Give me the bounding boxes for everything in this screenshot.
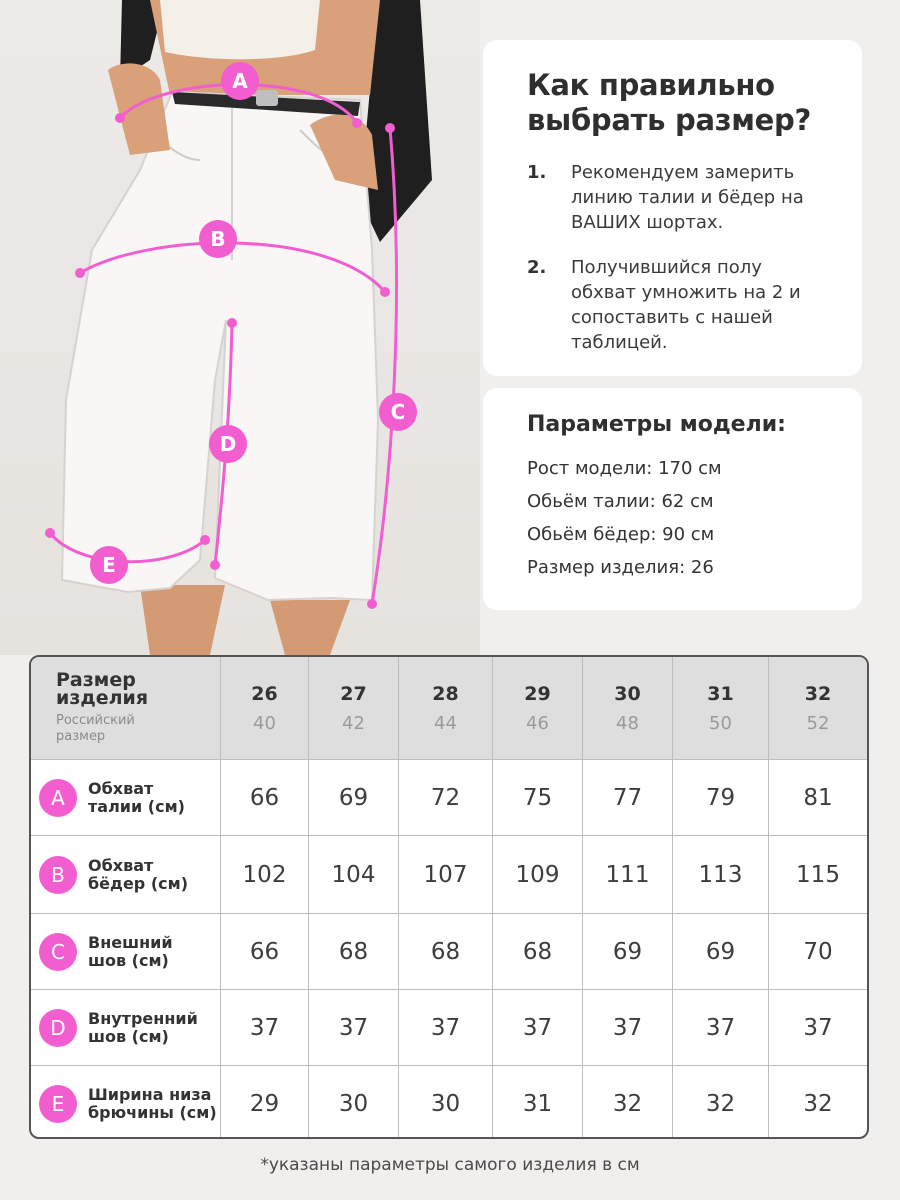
size-value: 27 [340,682,367,705]
marker-b-icon: B [199,220,237,258]
row-label [31,990,221,1065]
table-cell: 66 [221,914,309,989]
step-text: Получившийся полу обхват умножить на 2 и сопоставить с нашей таблицей. [571,257,801,353]
header-title-line2: изделия [56,687,149,709]
model-size: Размер изделия: 26 [527,557,714,578]
table-header-label [31,657,221,759]
table-cell: 31 [493,1066,583,1139]
table-cell: 81 [803,784,833,811]
marker-b-icon: B [39,856,77,894]
russian-size-value: 50 [709,712,732,734]
table-cell: 75 [493,760,583,835]
marker-e-icon: E [39,1085,77,1123]
russian-size-value: 40 [253,712,276,734]
size-table [29,655,869,1139]
how-to-title [527,68,822,138]
steps-list [527,160,822,355]
marker-a-icon: A [221,62,259,100]
step-text: Рекомендуем замерить линию талии и бёдер на ВАШИХ шортах. [571,162,804,233]
table-cell: 37 [673,990,769,1065]
row-label-text [88,1010,198,1046]
row-label [31,836,221,913]
size-column-header [309,657,399,759]
row-label-line2: брючины (см) [88,1102,217,1122]
russian-size-value: 46 [526,712,549,734]
table-header-row [31,657,867,760]
header-title [56,671,148,707]
marker-a-icon: A [39,779,77,817]
table-cell: 32 [673,1066,769,1139]
row-label-line2: шов (см) [88,950,169,970]
table-cell: 32 [583,1066,673,1139]
table-cell: 69 [673,914,769,989]
row-label-line2: бёдер (см) [88,873,189,893]
row-label-line1: Внешний [88,932,173,952]
how-to-title-line2: выбрать размер? [527,103,812,137]
table-cell: 29 [221,1066,309,1139]
size-value: 28 [432,682,459,705]
table-cell: 37 [583,990,673,1065]
russian-size-value: 44 [434,712,457,734]
header-sub-line1: Российский [56,713,135,728]
table-row [31,1066,867,1139]
how-to-title-line1: Как правильно [527,68,775,102]
how-to-choose-card [483,40,862,376]
table-cell: 111 [583,836,673,913]
size-column-header [221,657,309,759]
row-label-line1: Обхват [88,855,154,875]
marker-d-icon: D [39,1009,77,1047]
model-waist: Обьём талии: 62 см [527,491,714,512]
row-label-line1: Внутренний [88,1008,198,1028]
table-row [31,836,867,914]
row-label-text [88,934,173,970]
row-label-line1: Ширина низа [88,1084,212,1104]
size-value: 30 [614,682,641,705]
header-subtitle [56,713,135,745]
table-cell: 70 [803,938,833,965]
table-cell: 79 [673,760,769,835]
table-cell: 30 [309,1066,399,1139]
table-cell: 107 [399,836,493,913]
header-sub-line2: размер [56,729,106,744]
footnote: *указаны параметры самого изделия в см [260,1155,640,1175]
table-cell: 113 [673,836,769,913]
table-row [31,990,867,1066]
size-value: 32 [804,682,832,705]
step-number: 1. [527,162,547,183]
product-photo [0,0,480,655]
table-cell: 37 [803,1014,833,1041]
table-cell: 32 [803,1090,833,1117]
model-params-card [483,388,862,610]
size-value: 26 [251,682,278,705]
size-column-header [493,657,583,759]
table-cell: 69 [309,760,399,835]
step-number: 2. [527,257,547,278]
marker-e-icon: E [90,546,128,584]
header-title-line1: Размер [56,669,136,691]
row-label-line1: Обхват [88,778,154,798]
step-item [527,255,822,355]
table-cell: 37 [399,990,493,1065]
table-cell: 104 [309,836,399,913]
row-label-line2: шов (см) [88,1026,169,1046]
table-cell: 68 [399,914,493,989]
table-cell: 30 [399,1066,493,1139]
marker-d-icon: D [209,425,247,463]
size-value: 29 [524,682,551,705]
table-cell: 66 [221,760,309,835]
table-cell: 37 [309,990,399,1065]
table-cell: 37 [493,990,583,1065]
table-cell: 115 [796,861,840,888]
table-cell: 69 [583,914,673,989]
table-cell: 77 [583,760,673,835]
step-item [527,160,822,235]
model-params-title: Параметры модели: [527,412,786,437]
table-cell: 68 [493,914,583,989]
size-column-header [583,657,673,759]
row-label [31,1066,221,1139]
russian-size-value: 42 [342,712,365,734]
table-cell: 102 [221,836,309,913]
model-hips: Обьём бёдер: 90 см [527,524,715,545]
russian-size-value: 52 [806,712,830,734]
row-label-line2: талии (см) [88,796,185,816]
marker-c-icon: C [39,933,77,971]
table-cell: 37 [221,990,309,1065]
row-label [31,914,221,989]
marker-c-icon: C [379,393,417,431]
size-column-header [769,657,867,759]
table-row [31,760,867,836]
row-label-text [88,857,188,893]
size-column-header [673,657,769,759]
table-cell: 72 [399,760,493,835]
row-label-text [88,1086,217,1122]
model-height: Рост модели: 170 см [527,458,722,479]
table-cell: 68 [309,914,399,989]
table-cell: 109 [493,836,583,913]
size-column-header [399,657,493,759]
row-label-text [88,780,185,816]
row-label [31,760,221,835]
table-row [31,914,867,990]
russian-size-value: 48 [616,712,639,734]
size-value: 31 [707,682,734,705]
